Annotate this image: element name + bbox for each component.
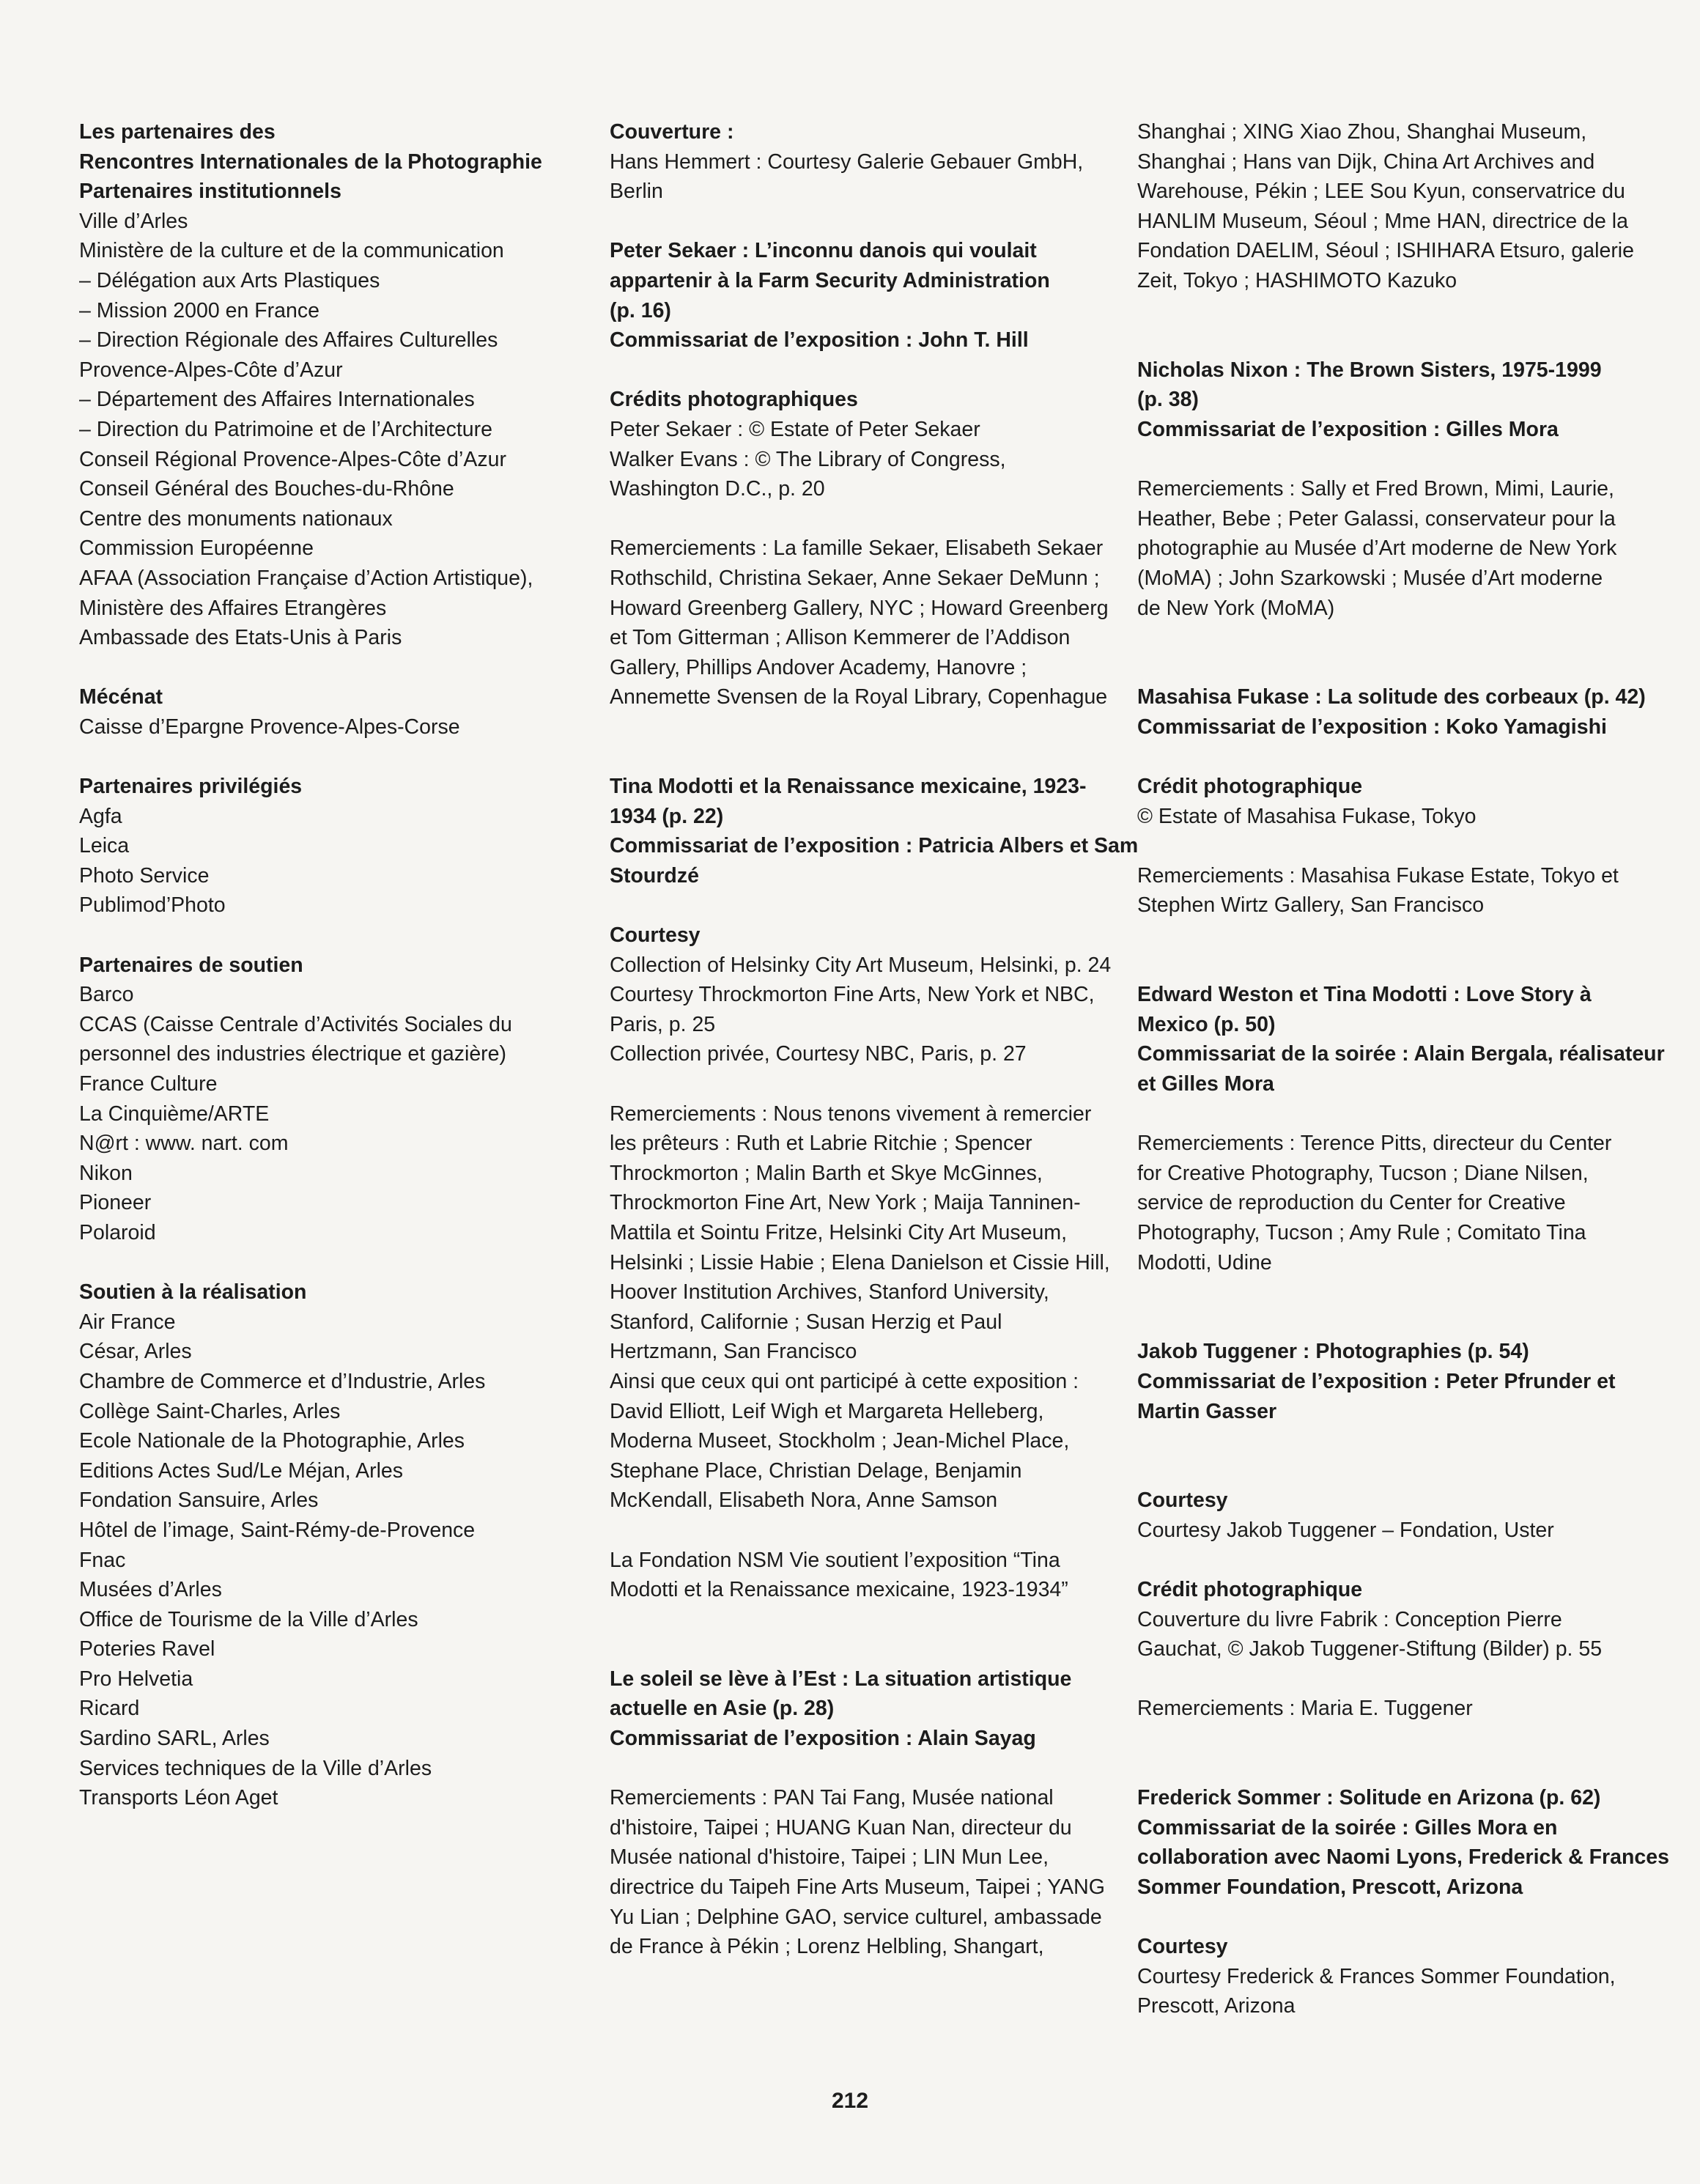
column-2 [610,117,1139,1962]
section-heading: 1934 (p. 22) [610,804,724,828]
section-heading: Le soleil se lève à l’Est : La situation artistique [610,1667,1072,1691]
section-text: Caisse d’Epargne Provence-Alpes-Corse [79,715,460,739]
credit-section [79,177,592,653]
section-heading: actuelle en Asie (p. 28) [610,1697,835,1721]
section-text: Ville d’Arles [79,209,188,233]
column-1 [79,117,592,1842]
section-text: (MoMA) ; John Szarkowski ; Musée d’Art moderne [1137,566,1603,590]
section-text: David Elliott, Leif Wigh et Margareta Helleberg, [610,1399,1044,1423]
section-heading: Mécénat [79,685,163,709]
section-text: Musée national d'histoire, Taipei ; LIN Mun Lee, [610,1845,1049,1870]
section-text: Courtesy Frederick & Frances Sommer Foundation, [1137,1964,1616,1988]
credit-section [1137,355,1650,445]
section-heading: Partenaires privilégiés [79,775,303,799]
section-text: Leica [79,834,130,858]
section-text: directrice du Taipeh Fine Arts Museum, Taipei ; YANG [610,1875,1105,1900]
section-heading: Jakob Tuggener : Photographies (p. 54) [1137,1340,1529,1364]
credit-section [1137,682,1650,742]
section-text: Modotti et la Renaissance mexicaine, 1923-1934” [610,1578,1068,1602]
credit-section [1137,1575,1650,1664]
section-text: – Délégation aux Arts Plastiques [79,268,380,292]
credit-section [1137,1486,1650,1545]
section-heading: Commissariat de la soirée : Gilles Mora en [1137,1815,1558,1840]
section-text: Gauchat, © Jakob Tuggener-Stiftung (Bilder) p. 55 [1137,1637,1603,1661]
section-heading: Commissariat de l’exposition : John T. Hill [610,328,1029,353]
section-text: Fondation DAELIM, Séoul ; ISHIHARA Etsuro, galerie [1137,239,1634,263]
section-heading: Commissariat de l’exposition : Koko Yamagishi [1137,715,1607,739]
section-text: Yu Lian ; Delphine GAO, service culturel, ambassade [610,1905,1102,1929]
section-text: Office de Tourisme de la Ville d’Arles [79,1607,418,1631]
section-text: – Direction du Patrimoine et de l’Architecture [79,417,492,441]
section-text: Walker Evans : © The Library of Congress, [610,447,1006,471]
credit-section [1137,1129,1650,1277]
section-text: personnel des industries électrique et gazière) [79,1042,506,1066]
section-text: Prescott, Arizona [1137,1994,1296,2018]
section-text: Paris, p. 25 [610,1012,716,1036]
credit-section [610,385,1123,503]
section-heading: Couverture : [610,120,734,144]
section-heading: Partenaires institutionnels [79,180,341,204]
section-text: Annemette Svensen de la Royal Library, Copenhague [610,685,1108,709]
section-text: Remerciements : PAN Tai Fang, Musée national [610,1786,1054,1810]
credit-section [1137,474,1650,623]
section-text: – Mission 2000 en France [79,298,319,322]
section-heading: Martin Gasser [1137,1399,1277,1423]
section-heading: Soutien à la réalisation [79,1280,307,1305]
section-text: McKendall, Elisabeth Nora, Anne Samson [610,1488,998,1513]
section-text: d'histoire, Taipei ; HUANG Kuan Nan, directeur du [610,1815,1072,1840]
section-heading: Stourdzé [610,863,699,888]
section-heading: collaboration avec Naomi Lyons, Frederick & Frances [1137,1845,1669,1870]
section-text: Photography, Tucson ; Amy Rule ; Comitato Tina [1137,1220,1586,1244]
section-text: César, Arles [79,1340,192,1364]
section-text: Remerciements : Nous tenons vivement à remercier [610,1102,1092,1126]
credit-section [1137,1783,1669,1902]
section-text: Fnac [79,1548,126,1572]
credit-section [79,1277,592,1813]
section-heading: Peter Sekaer : L’inconnu danois qui voulait [610,239,1037,263]
section-text: de France à Pékin ; Lorenz Helbling, Shangart, [610,1935,1044,1959]
section-text: Hans Hemmert : Courtesy Galerie Gebauer GmbH, [610,150,1084,174]
section-text: Zeit, Tokyo ; HASHIMOTO Kazuko [1137,268,1457,292]
credit-section [610,534,1123,712]
section-heading: Mexico (p. 50) [1137,1012,1276,1036]
credit-section [1137,117,1650,296]
section-heading: Commissariat de l’exposition : Gilles Mora [1137,417,1559,441]
section-heading: Crédit photographique [1137,775,1363,799]
section-heading: Commissariat de la soirée : Alain Bergala, réalisateur [1137,1042,1665,1066]
section-text: photographie au Musée d’Art moderne de New York [1137,536,1617,561]
section-text: Provence-Alpes-Côte d’Azur [79,358,343,382]
section-text: Nikon [79,1161,133,1185]
section-heading: Nicholas Nixon : The Brown Sisters, 1975-1999 [1137,358,1602,382]
section-text: Courtesy Jakob Tuggener – Fondation, Uster [1137,1518,1554,1542]
section-text: CCAS (Caisse Centrale d’Activités Sociales du [79,1012,512,1036]
section-text: Conseil Général des Bouches-du-Rhône [79,477,454,501]
section-heading: Crédit photographique [1137,1578,1363,1602]
section-text: Hertzmann, San Francisco [610,1340,857,1364]
section-text: La Fondation NSM Vie soutient l’exposition “Tina [610,1548,1060,1572]
credit-section [79,682,592,742]
credit-section [79,951,592,1248]
credit-section [1137,980,1665,1099]
credit-section [1137,772,1650,831]
section-text: Conseil Régional Provence-Alpes-Côte d’Azur [79,447,506,471]
section-text: © Estate of Masahisa Fukase, Tokyo [1137,804,1477,828]
section-text: Ricard [79,1697,140,1721]
section-text: Heather, Bebe ; Peter Galassi, conservateur pour la [1137,506,1616,531]
section-heading: Edward Weston et Tina Modotti : Love Story à [1137,983,1592,1007]
section-text: HANLIM Museum, Séoul ; Mme HAN, directrice de la [1137,209,1628,233]
section-text: Washington D.C., p. 20 [610,477,825,501]
section-text: Moderna Museet, Stockholm ; Jean-Michel Place, [610,1429,1070,1453]
section-heading: et Gilles Mora [1137,1072,1274,1096]
section-heading: Sommer Foundation, Prescott, Arizona [1137,1875,1523,1900]
section-text: Transports Léon Aget [79,1786,278,1810]
section-text: Ainsi que ceux qui ont participé à cette exposition : [610,1369,1079,1393]
section-text: Howard Greenberg Gallery, NYC ; Howard Greenberg [610,596,1109,620]
section-heading: appartenir à la Farm Security Administration [610,268,1050,292]
section-text: Pioneer [79,1191,152,1215]
credit-section [610,772,1139,890]
column-3 [1137,117,1669,2051]
section-text: Poteries Ravel [79,1637,215,1661]
section-heading: Courtesy [1137,1935,1228,1959]
section-text: Publimod’Photo [79,893,226,918]
section-text: for Creative Photography, Tucson ; Diane Nilsen, [1137,1161,1589,1185]
section-text: Throckmorton Fine Art, New York ; Maija Tanninen- [610,1191,1081,1215]
section-heading: (p. 16) [610,298,671,322]
section-text: Musées d’Arles [79,1578,222,1602]
section-text: Rothschild, Christina Sekaer, Anne Sekaer DeMunn ; [610,566,1100,590]
section-text: Ambassade des Etats-Unis à Paris [79,626,402,650]
section-text: Fondation Sansuire, Arles [79,1488,319,1513]
credit-section [79,117,592,177]
section-text: Remerciements : La famille Sekaer, Elisabeth Sekaer [610,536,1104,561]
section-text: service de reproduction du Center for Creative [1137,1191,1566,1215]
credit-section [1137,1337,1650,1426]
credit-section [610,1099,1123,1516]
section-text: les prêteurs : Ruth et Labrie Ritchie ; Spencer [610,1132,1032,1156]
credit-section [610,1546,1123,1605]
section-text: – Département des Affaires Internationales [79,388,475,412]
credit-section [1137,1932,1650,2021]
section-text: Peter Sekaer : © Estate of Peter Sekaer [610,417,980,441]
section-text: Helsinki ; Lissie Habie ; Elena Danielson et Cissie Hill, [610,1250,1110,1274]
section-heading: Commissariat de l’exposition : Patricia Albers et Sam [610,834,1139,858]
section-text: Warehouse, Pékin ; LEE Sou Kyun, conservatrice du [1137,180,1625,204]
credit-section [1137,1694,1650,1724]
section-text: Remerciements : Maria E. Tuggener [1137,1697,1473,1721]
section-text: – Direction Régionale des Affaires Culturelles [79,328,498,353]
section-heading: Rencontres Internationales de la Photographie [79,150,542,174]
credit-section [79,772,592,921]
section-heading: Crédits photographiques [610,388,858,412]
section-text: Stephen Wirtz Gallery, San Francisco [1137,893,1485,918]
section-text: Hôtel de l’image, Saint-Rémy-de-Provence [79,1518,476,1542]
credit-section [610,236,1123,355]
section-text: Centre des monuments nationaux [79,506,393,531]
section-text: Barco [79,983,134,1007]
section-heading: Courtesy [1137,1488,1228,1513]
section-text: Ministère des Affaires Etrangères [79,596,387,620]
section-heading: Tina Modotti et la Renaissance mexicaine, 1923- [610,775,1087,799]
credit-section [610,1783,1123,1962]
page-number: 212 [831,2089,869,2113]
section-text: Photo Service [79,863,210,888]
section-text: Hoover Institution Archives, Stanford University, [610,1280,1049,1305]
section-text: Ecole Nationale de la Photographie, Arles [79,1429,465,1453]
section-text: France Culture [79,1072,218,1096]
section-text: Shanghai ; XING Xiao Zhou, Shanghai Museum, [1137,120,1587,144]
section-text: Chambre de Commerce et d’Industrie, Arles [79,1369,486,1393]
section-text: Courtesy Throckmorton Fine Arts, New York et NBC, [610,983,1095,1007]
section-text: Ministère de la culture et de la communication [79,239,504,263]
section-text: Remerciements : Masahisa Fukase Estate, Tokyo et [1137,863,1619,888]
section-text: Collection of Helsinky City Art Museum, Helsinki, p. 24 [610,953,1112,977]
section-heading: Partenaires de soutien [79,953,303,977]
section-text: Sardino SARL, Arles [79,1727,270,1751]
section-text: Stephane Place, Christian Delage, Benjamin [610,1458,1022,1483]
section-heading: Les partenaires des [79,120,276,144]
credit-section [610,921,1123,1069]
credit-section [610,117,1123,207]
section-text: Commission Européenne [79,536,314,561]
section-text: Berlin [610,180,663,204]
section-heading: Courtesy [610,923,701,948]
section-text: de New York (MoMA) [1137,596,1335,620]
section-text: N@rt : www. nart. com [79,1132,289,1156]
section-text: Polaroid [79,1220,156,1244]
section-text: Shanghai ; Hans van Dijk, China Art Archives and [1137,150,1595,174]
section-heading: (p. 38) [1137,388,1199,412]
section-text: Editions Actes Sud/Le Méjan, Arles [79,1458,404,1483]
section-text: Modotti, Udine [1137,1250,1272,1274]
section-text: Gallery, Phillips Andover Academy, Hanovre ; [610,655,1027,679]
section-text: Throckmorton ; Malin Barth et Skye McGinnes, [610,1161,1043,1185]
section-heading: Masahisa Fukase : La solitude des corbeaux (p. 42) [1137,685,1646,709]
section-text: Pro Helvetia [79,1667,193,1691]
section-text: Stanford, Californie ; Susan Herzig et Paul [610,1310,1002,1334]
section-text: La Cinquième/ARTE [79,1102,270,1126]
credit-section [1137,861,1650,921]
section-text: et Tom Gitterman ; Allison Kemmerer de l’Addison [610,626,1071,650]
section-heading: Commissariat de l’exposition : Peter Pfrunder et [1137,1369,1616,1393]
section-text: Collection privée, Courtesy NBC, Paris, p. 27 [610,1042,1027,1066]
section-heading: Commissariat de l’exposition : Alain Sayag [610,1727,1036,1751]
section-text: Remerciements : Sally et Fred Brown, Mimi, Laurie, [1137,477,1614,501]
section-text: Collège Saint-Charles, Arles [79,1399,341,1423]
section-text: Couverture du livre Fabrik : Conception Pierre [1137,1607,1562,1631]
section-text: Services techniques de la Ville d’Arles [79,1756,432,1780]
credit-section [610,1664,1123,1754]
section-text: Remerciements : Terence Pitts, directeur du Center [1137,1132,1612,1156]
section-text: AFAA (Association Française d’Action Artistique), [79,566,533,590]
section-text: Agfa [79,804,122,828]
section-text: Mattila et Sointu Fritze, Helsinki City Art Museum, [610,1220,1068,1244]
section-text: Air France [79,1310,176,1334]
section-heading: Frederick Sommer : Solitude en Arizona (p. 62) [1137,1786,1601,1810]
